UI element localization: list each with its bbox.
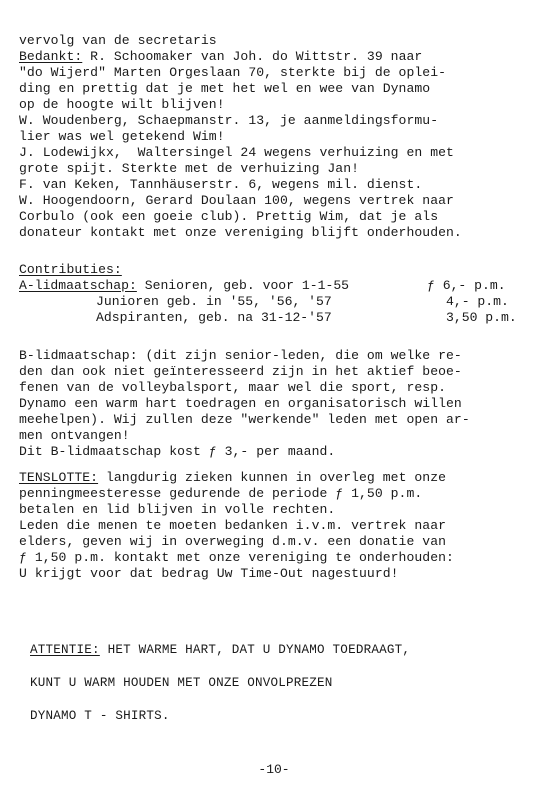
attentie-line-1 [30,642,410,658]
contrib-desc: Junioren geb. in '55, '56, '57 [96,294,332,309]
body-line: betalen en lid blijven in volle rechten. [19,502,336,517]
body-line: F. van Keken, Tannhäuserstr. 6, wegens mil. dienst. [19,177,423,192]
bedankt-label: Bedankt: [19,49,83,64]
attentie-line-2: KUNT U WARM HOUDEN MET ONZE ONVOLPREZEN [30,676,333,690]
body-line: Leden die menen te moeten bedanken i.v.m. vertrek naar [19,518,447,533]
tenslotte-text: langdurig zieken kunnen in overleg met onze [98,470,447,485]
body-line: fenen van de volleybalsport, maar wel die sport, resp. [19,380,447,395]
body-line: W. Woudenberg, Schaepmanstr. 13, je aanmeldingsformu- [19,113,439,128]
contrib-amount: ƒ 6,- p.m. [427,278,506,293]
body-line: Dynamo een warm hart toedragen en organisatorisch willen [19,396,462,411]
body-line: meehelpen). Wij zullen deze "werkende" leden met open ar- [19,412,470,427]
body-line: Dit B-lidmaatschap kost ƒ 3,- per maand. [19,444,336,459]
attentie-label: ATTENTIE: [30,643,100,657]
body-line: U krijgt voor dat bedrag Uw Time-Out nagestuurd! [19,566,399,581]
contrib-desc: Adspiranten, geb. na 31-12-'57 [96,310,332,325]
contrib-row-1 [19,278,349,294]
body-line: donateur kontakt met onze vereniging blijft onderhouden. [19,225,462,240]
contrib-desc: Senioren, geb. voor 1-1-55 [136,278,350,293]
page-number: -10- [258,762,290,777]
body-line: den dan ook niet geïnteresseerd zijn in het aktief beoe- [19,364,462,379]
body-line: W. Hoogendoorn, Gerard Doulaan 100, wegens vertrek naar [19,193,454,208]
tenslotte-label: TENSLOTTE: [19,470,99,485]
body-line: Corbulo (ook een goeie club). Prettig Wim, dat je als [19,209,439,224]
body-line: ƒ 1,50 p.m. kontakt met onze vereniging te onderhouden: [19,550,454,565]
bedankt-line-1 [19,49,422,65]
attentie-line-3: DYNAMO T - SHIRTS. [30,709,170,723]
contributies-heading: Contributies: [19,262,122,277]
a-lid-label: A-lidmaatschap: [19,278,137,293]
contrib-amount: 4,- p.m. [446,294,509,309]
intro-line: vervolg van de secretaris [19,33,217,48]
attentie-text: HET WARME HART, DAT U DYNAMO TOEDRAAGT, [99,643,411,657]
tenslotte-line-1 [19,470,446,486]
body-line: J. Lodewijkx, Waltersingel 24 wegens verhuizing en met [19,145,454,160]
body-line: lier was wel getekend Wim! [19,129,225,144]
contrib-amount: 3,50 p.m. [446,310,517,325]
body-line: "do Wijerd" Marten Orgeslaan 70, sterkte bij de oplei- [19,65,447,80]
body-line: B-lidmaatschap: (dit zijn senior-leden, die om welke re- [19,348,462,363]
body-line: ding en prettig dat je met het wel en wee van Dynamo [19,81,431,96]
body-line: elders, geven wij in overweging d.m.v. een donatie van [19,534,447,549]
body-line: penningmeesteresse gedurende de periode ƒ 1,50 p.m. [19,486,423,501]
bedankt-text: R. Schoomaker van Joh. do Wittstr. 39 naar [82,49,423,64]
body-line: grote spijt. Sterkte met de verhuizing Jan! [19,161,360,176]
body-line: men ontvangen! [19,428,130,443]
body-line: op de hoogte wilt blijven! [19,97,225,112]
